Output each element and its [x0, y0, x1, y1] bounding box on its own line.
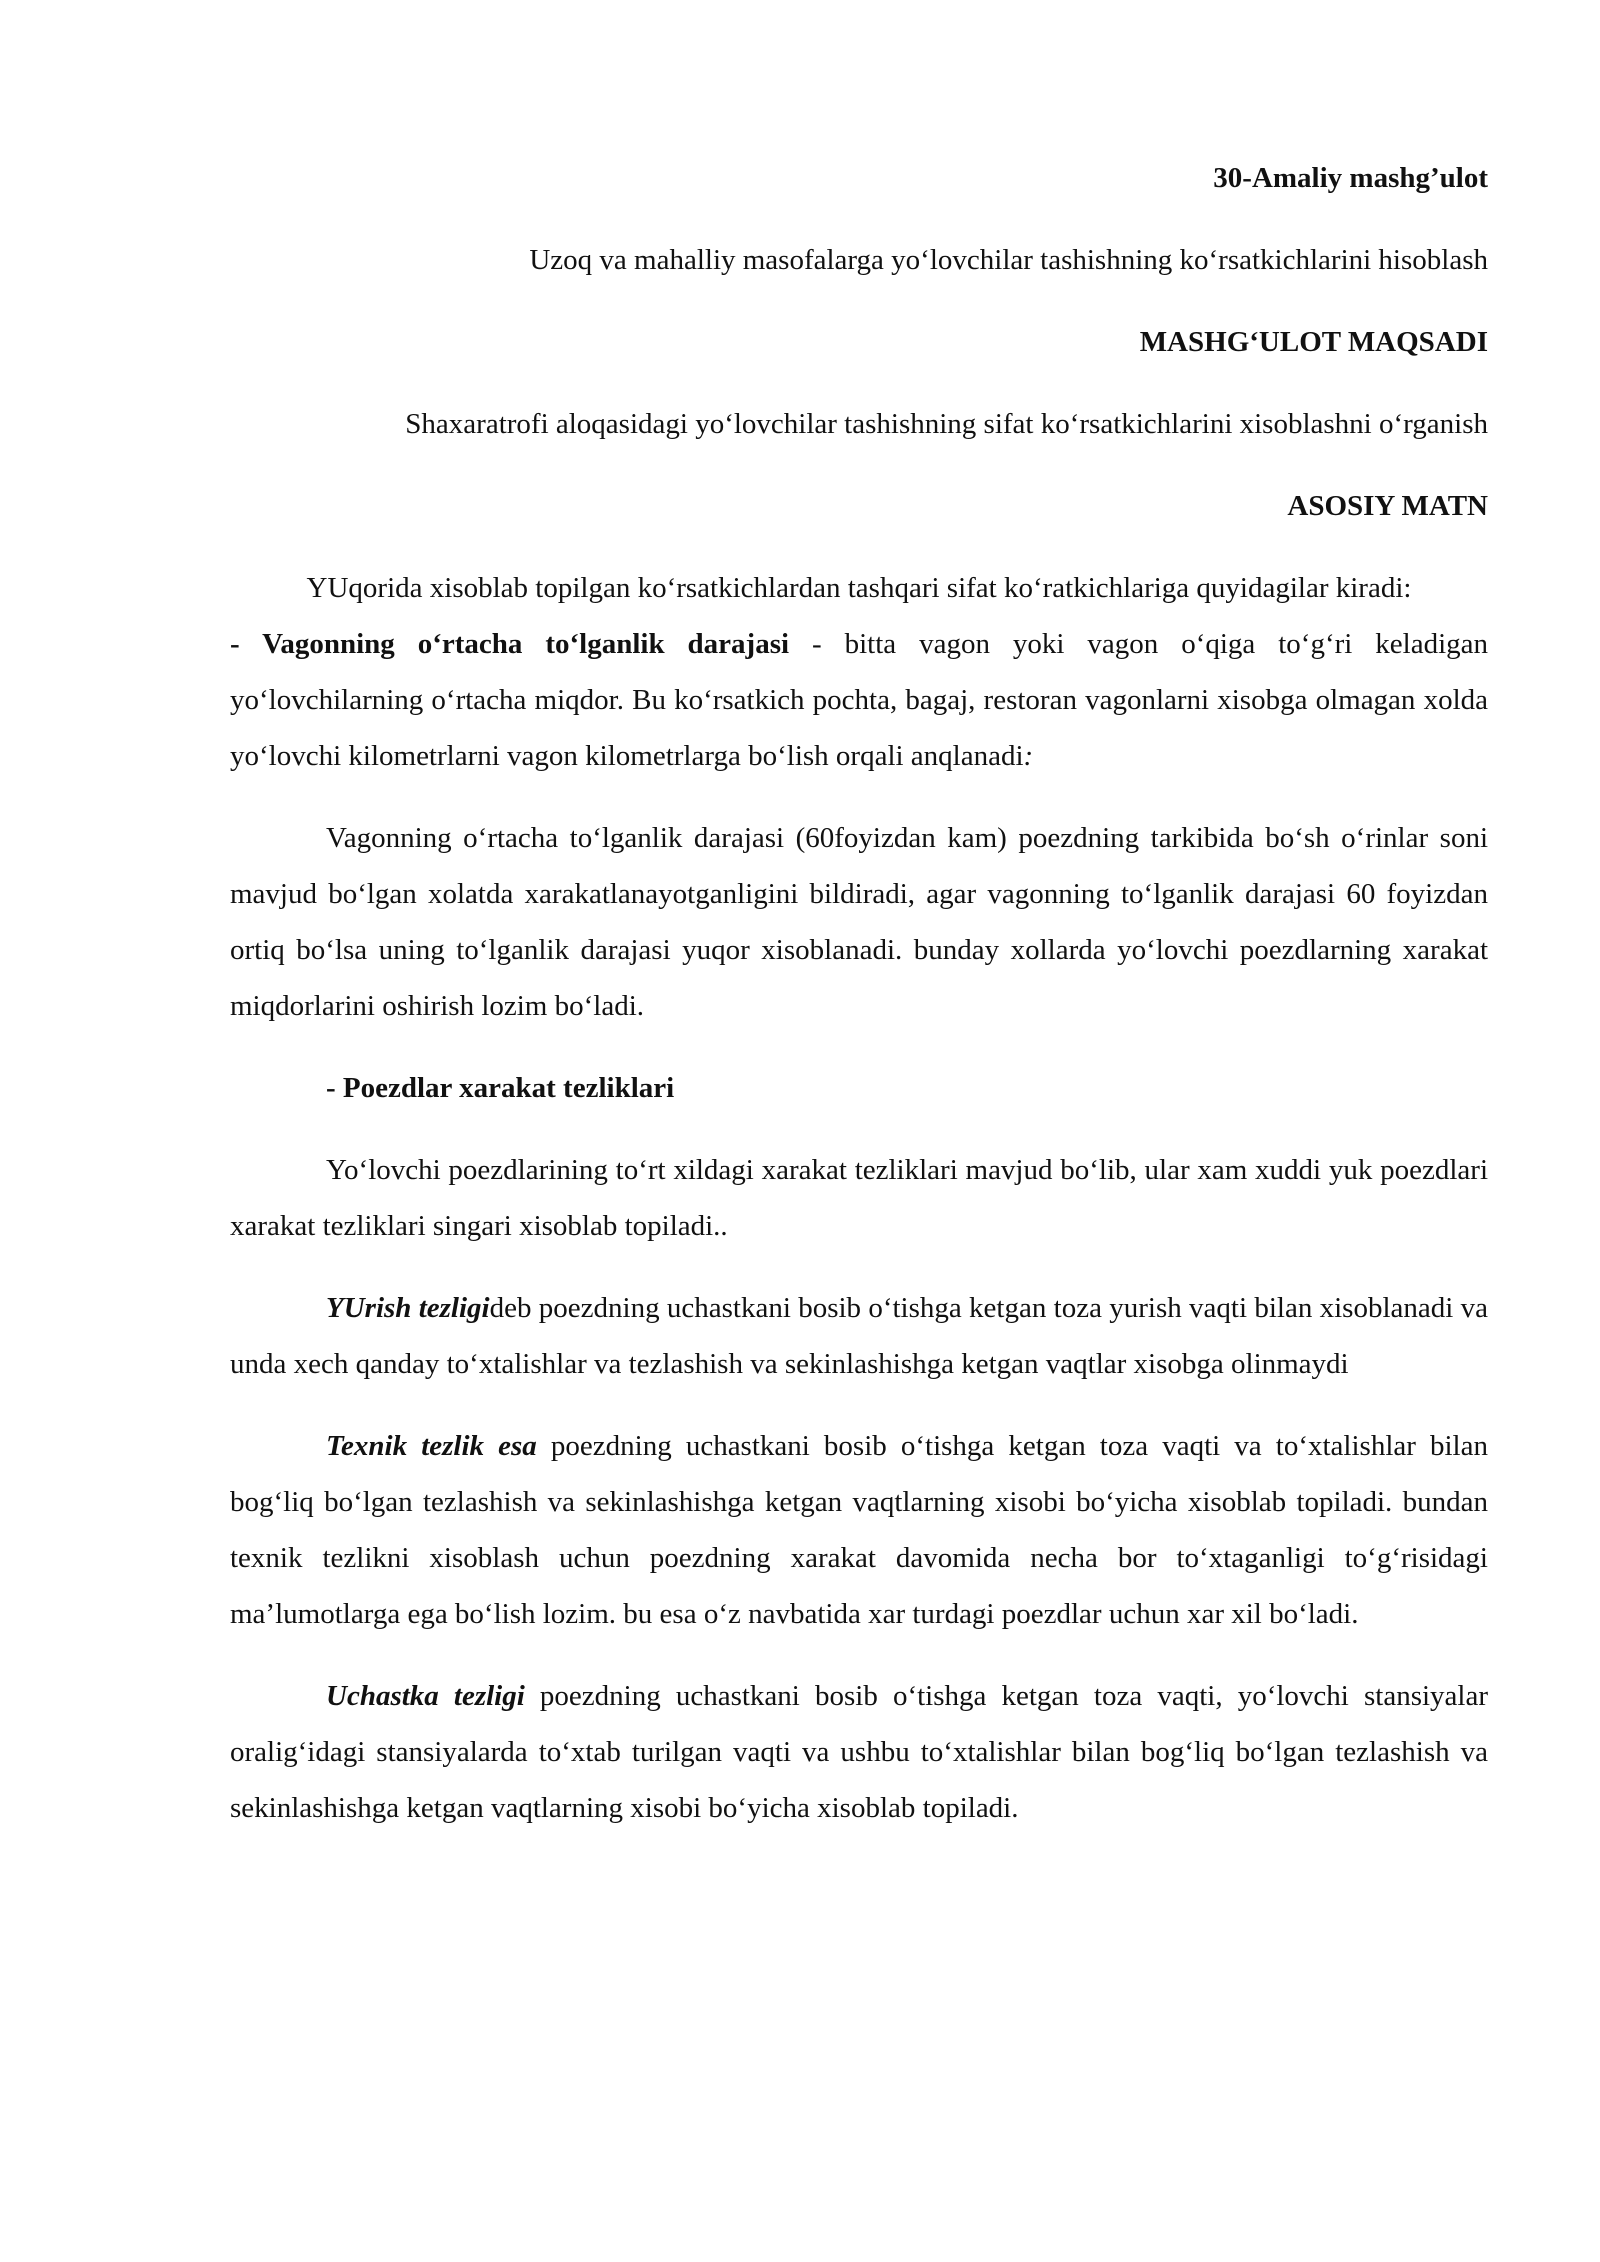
topic-line: Uzoq va mahalliy masofalarga yo‘lovchilar tashishning ko‘rsatkichlarini hisoblash — [529, 244, 1488, 276]
document-content — [230, 150, 1488, 1862]
paragraph-speeds-intro: Yo‘lovchi poezdlarining to‘rt xildagi xarakat tezliklari mavjud bo‘lib, ular xam xuddi yuk poezdlari xarakat tezliklari singari xisoblab topiladi.. — [230, 1154, 1488, 1242]
goal-heading: MASHG‘ULOT MAQSADI — [1139, 326, 1488, 358]
running-speed-term: YUrish tezligi — [326, 1292, 490, 1324]
paragraph-occupancy — [230, 616, 1488, 784]
occupancy-end: : — [1023, 740, 1034, 772]
paragraph-running-speed — [230, 1280, 1488, 1392]
occupancy-text: - bitta vagon yoki vagon o‘qiga to‘g‘ri keladigan yo‘lovchilarning o‘rtacha miqdor. Bu ko‘rsatkich pochta, bagaj, restoran vagonlarni xisobga olmagan xolda yo‘lovchi kilometrlarni vagon kilometrlarga bo‘lish orqali anqlanadi — [230, 628, 1488, 772]
main-heading: ASOSIY MATN — [1287, 490, 1488, 522]
occupancy-term: - Vagonning o‘rtacha to‘lganlik darajasi — [230, 628, 790, 660]
paragraph-section-speed — [230, 1668, 1488, 1836]
section-speed-text: poezdning uchastkani bosib o‘tishga ketgan toza vaqti, yo‘lovchi stansiyalar oralig‘idagi stansiyalarda to‘xtab turilgan vaqti va ushbu to‘xtalishlar bilan bog‘liq bo‘lgan tezlashish va sekinlashishga ketgan vaqtlarning xisobi bo‘yicha xisoblab topiladi. — [230, 1680, 1488, 1824]
technical-speed-text: poezdning uchastkani bosib o‘tishga ketgan toza vaqti va to‘xtalishlar bilan bog‘liq bo‘lgan tezlashish va sekinlashishga ketgan vaqtlarning xisobi bo‘yicha xisoblab topiladi. bundan texnik tezlikni xisoblash uchun poezdning xarakat davomida necha bor to‘xtaganligi to‘g‘risidagi ma’lumotlarga ega bo‘lish lozim. bu esa o‘z navbatida xar turdagi poezdlar uchun xar xil bo‘ladi. — [230, 1430, 1488, 1630]
intro-paragraph: YUqorida xisoblab topilgan ko‘rsatkichlardan tashqari sifat ko‘ratkichlariga quyidagilar kiradi: — [306, 572, 1412, 604]
running-speed-text: deb poezdning uchastkani bosib o‘tishga ketgan toza yurish vaqti bilan xisoblanadi va unda xech qanday to‘xtalishlar va tezlashish va sekinlashishga ketgan vaqtlar xisobga olinmaydi — [230, 1292, 1488, 1380]
section-speed-term: Uchastka tezligi — [326, 1680, 525, 1712]
technical-speed-term: Texnik tezlik esa — [326, 1430, 537, 1462]
goal-text: Shaxaratrofi aloqasidagi yo‘lovchilar tashishning sifat ko‘rsatkichlarini xisoblashni o‘rganish — [405, 408, 1488, 440]
subheading-speeds: - Poezdlar xarakat tezliklari — [326, 1072, 675, 1104]
paragraph-occupancy-detail: Vagonning o‘rtacha to‘lganlik darajasi (60foyizdan kam) poezdning tarkibida bo‘sh o‘rinlar soni mavjud bo‘lgan xolatda xarakatlanayotganligini bildiradi, agar vagonning to‘lganlik darajasi 60 foyizdan ortiq bo‘lsa uning to‘lganlik darajasi yuqor xisoblanadi. bunday xollarda yo‘lovchi poezdlarning xarakat miqdorlarini oshirish lozim bo‘ladi. — [230, 822, 1488, 1022]
paragraph-technical-speed — [230, 1418, 1488, 1642]
lesson-title: 30-Amaliy mashg’ulot — [1213, 162, 1488, 194]
